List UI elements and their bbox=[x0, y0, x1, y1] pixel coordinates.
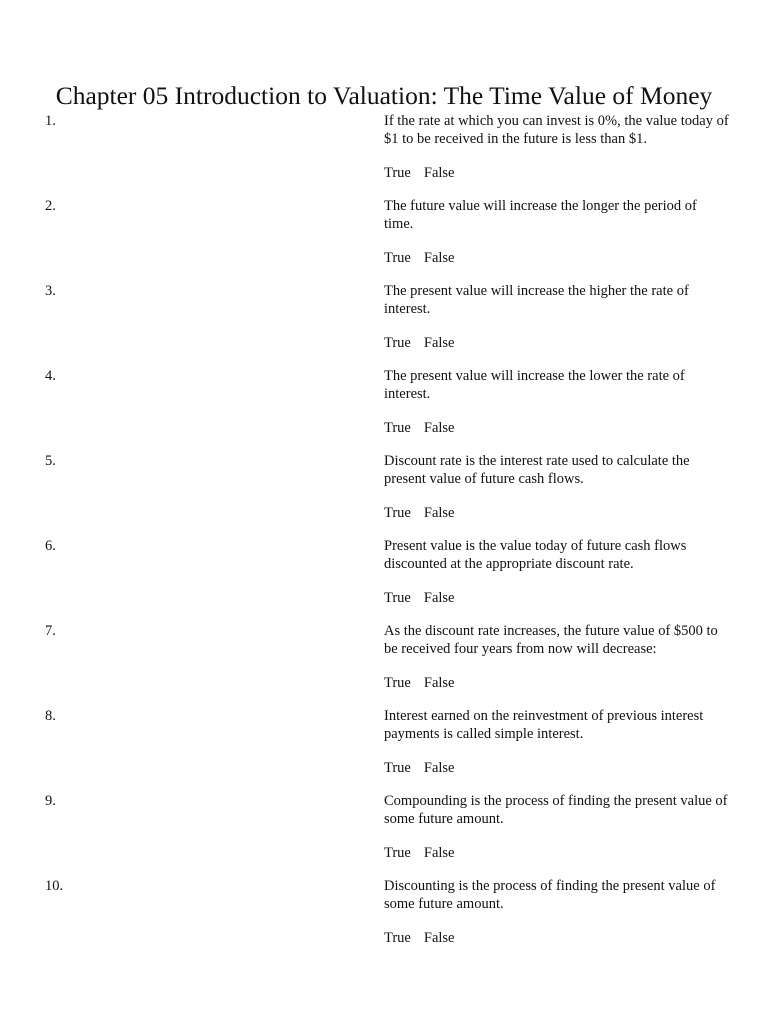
answer-option-true[interactable]: True bbox=[384, 675, 411, 691]
question-body bbox=[384, 367, 729, 437]
answer-option-false[interactable]: False bbox=[423, 250, 455, 266]
question-number: 1. bbox=[45, 113, 56, 129]
answer-options bbox=[384, 249, 729, 267]
question-item bbox=[0, 877, 768, 962]
question-number: 6. bbox=[45, 538, 56, 554]
question-number: 8. bbox=[45, 708, 56, 724]
answer-option-true[interactable]: True bbox=[384, 420, 411, 436]
question-number: 7. bbox=[45, 623, 56, 639]
answer-options bbox=[384, 674, 729, 692]
question-number: 5. bbox=[45, 453, 56, 469]
question-body bbox=[384, 622, 729, 692]
answer-option-false[interactable]: False bbox=[423, 335, 455, 351]
answer-option-true[interactable]: True bbox=[384, 590, 411, 606]
question-body bbox=[384, 197, 729, 267]
answer-option-true[interactable]: True bbox=[384, 760, 411, 776]
answer-option-true[interactable]: True bbox=[384, 505, 411, 521]
question-text: The future value will increase the longer the period of time. bbox=[384, 198, 697, 232]
answer-option-true[interactable]: True bbox=[384, 845, 411, 861]
question-item bbox=[0, 792, 768, 877]
answer-option-false[interactable]: False bbox=[423, 590, 455, 606]
question-number: 3. bbox=[45, 283, 56, 299]
question-body bbox=[384, 792, 729, 862]
question-text: Compounding is the process of finding the present value of some future amount. bbox=[384, 793, 728, 827]
question-number: 4. bbox=[45, 368, 56, 384]
question-text: The present value will increase the lower the rate of interest. bbox=[384, 368, 685, 402]
answer-option-false[interactable]: False bbox=[423, 845, 455, 861]
answer-options bbox=[384, 929, 729, 947]
question-body bbox=[384, 707, 729, 777]
question-text: Discounting is the process of finding the present value of some future amount. bbox=[384, 878, 716, 912]
page-title: Chapter 05 Introduction to Valuation: The Time Value of Money bbox=[55, 81, 713, 110]
answer-option-false[interactable]: False bbox=[423, 760, 455, 776]
question-body bbox=[384, 877, 729, 947]
question-text: As the discount rate increases, the future value of $500 to be received four years from now will decrease: bbox=[384, 623, 718, 657]
question-item bbox=[0, 452, 768, 537]
answer-option-false[interactable]: False bbox=[423, 930, 455, 946]
answer-options bbox=[384, 844, 729, 862]
question-list bbox=[0, 112, 768, 962]
question-body bbox=[384, 537, 729, 607]
question-number: 10. bbox=[45, 878, 64, 894]
question-text: If the rate at which you can invest is 0%, the value today of $1 to be received in the future is less than $1. bbox=[384, 113, 729, 147]
answer-option-true[interactable]: True bbox=[384, 335, 411, 351]
question-number: 9. bbox=[45, 793, 56, 809]
question-item bbox=[0, 707, 768, 792]
question-body bbox=[384, 112, 729, 182]
question-item bbox=[0, 537, 768, 622]
answer-options bbox=[384, 334, 729, 352]
question-body bbox=[384, 282, 729, 352]
answer-options bbox=[384, 164, 729, 182]
answer-option-false[interactable]: False bbox=[423, 420, 455, 436]
answer-options bbox=[384, 504, 729, 522]
question-item bbox=[0, 197, 768, 282]
answer-option-true[interactable]: True bbox=[384, 250, 411, 266]
answer-option-true[interactable]: True bbox=[384, 165, 411, 181]
answer-option-false[interactable]: False bbox=[423, 165, 455, 181]
answer-option-false[interactable]: False bbox=[423, 675, 455, 691]
question-body bbox=[384, 452, 729, 522]
answer-options bbox=[384, 589, 729, 607]
answer-option-false[interactable]: False bbox=[423, 505, 455, 521]
question-item bbox=[0, 367, 768, 452]
question-text: Interest earned on the reinvestment of previous interest payments is called simple interest. bbox=[384, 708, 704, 742]
question-text: The present value will increase the higher the rate of interest. bbox=[384, 283, 689, 317]
question-item bbox=[0, 282, 768, 367]
answer-options bbox=[384, 759, 729, 777]
question-number: 2. bbox=[45, 198, 56, 214]
answer-option-true[interactable]: True bbox=[384, 930, 411, 946]
question-text: Present value is the value today of future cash flows discounted at the appropriate discount rate. bbox=[384, 538, 687, 572]
question-item bbox=[0, 622, 768, 707]
question-text: Discount rate is the interest rate used to calculate the present value of future cash flows. bbox=[384, 453, 690, 487]
answer-options bbox=[384, 419, 729, 437]
question-item bbox=[0, 112, 768, 197]
